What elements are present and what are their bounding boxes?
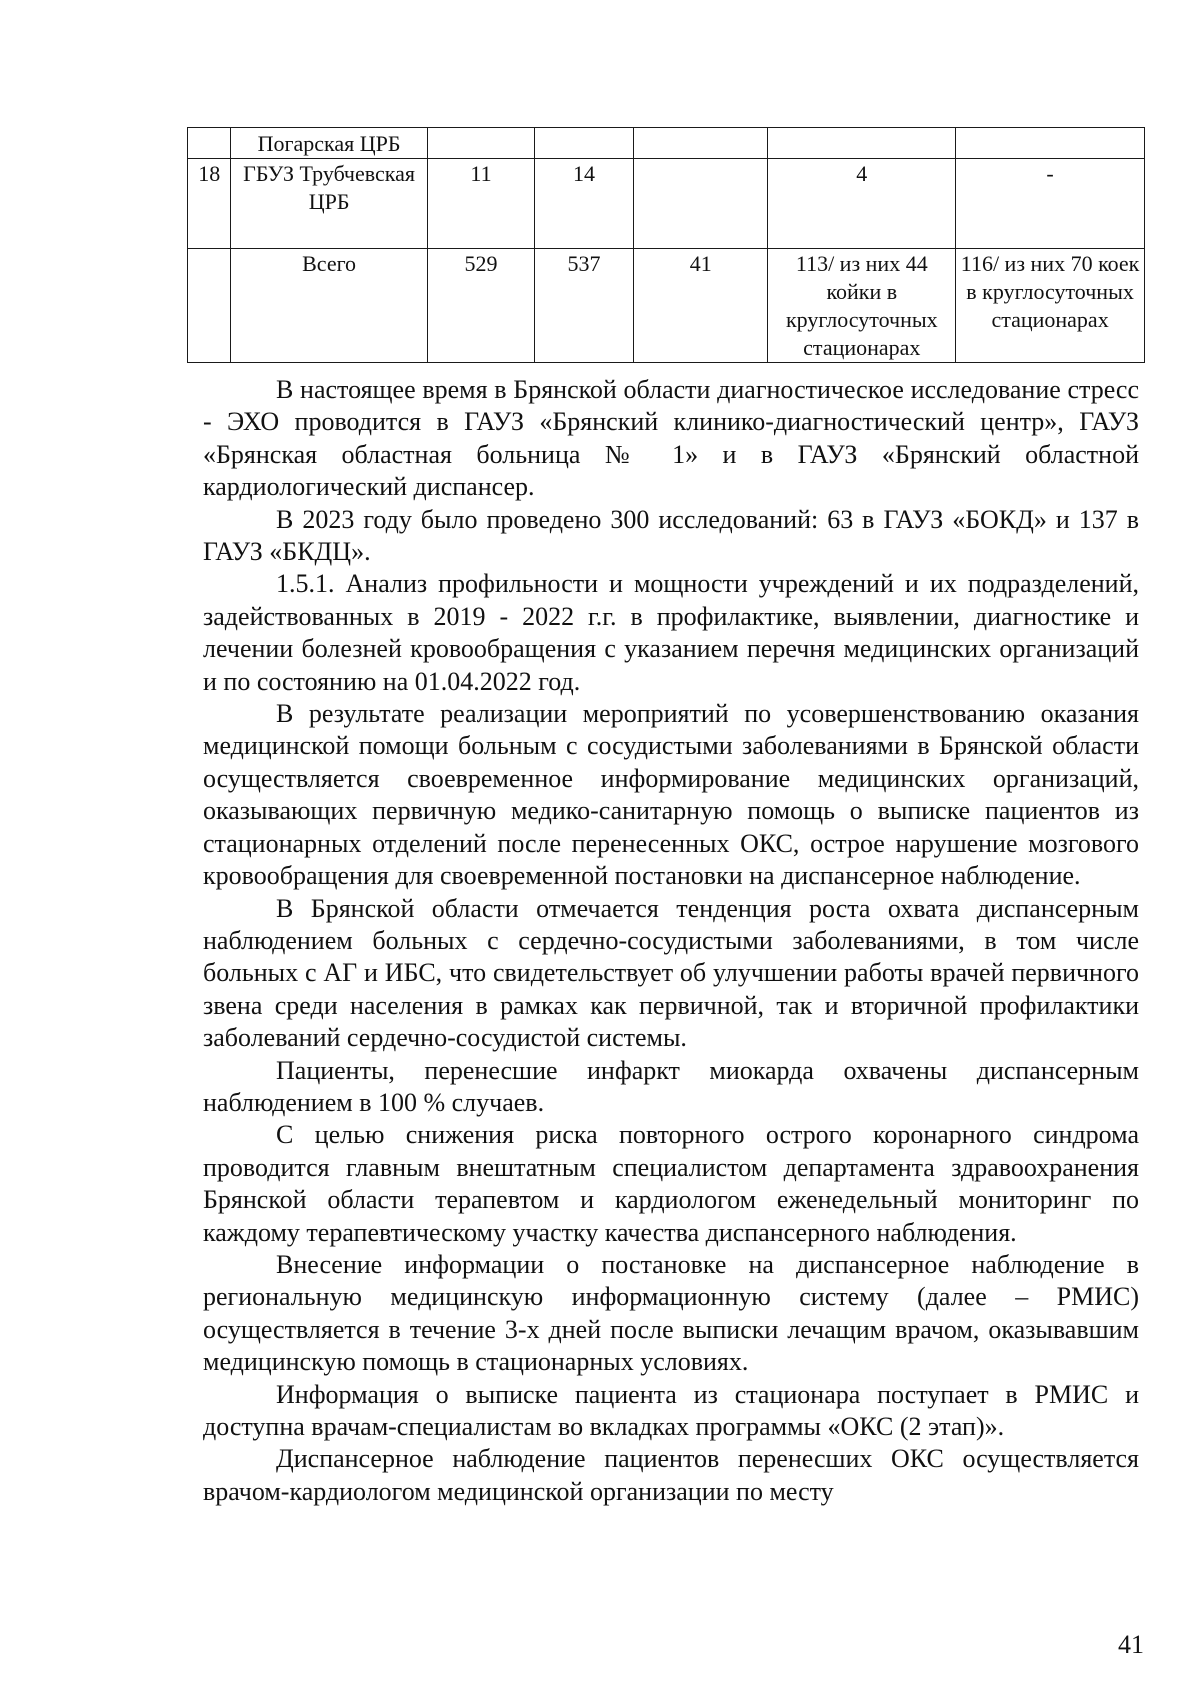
body-text <box>203 374 1139 1508</box>
table-cell <box>535 128 634 159</box>
facilities-table <box>187 127 1145 363</box>
table-cell: - <box>956 159 1145 249</box>
paragraph: В настоящее время в Брянской области диагностическое исследование стресс - ЭХО проводится в ГАУЗ «Брянский клинико-диагностический центр», ГАУЗ «Брянская областная больница № 1» и в ГАУЗ «Брянский областной кардиологический диспансер. <box>203 375 1139 502</box>
paragraph: Диспансерное наблюдение пациентов перенесших ОКС осуществляется врачом-кардиологом медицинской организации по месту <box>203 1444 1139 1506</box>
table-cell: 41 <box>633 249 768 363</box>
table-cell <box>633 128 768 159</box>
facility-name: Всего <box>231 249 427 363</box>
table-cell: 529 <box>427 249 534 363</box>
table-cell <box>768 128 956 159</box>
facility-name: Погарская ЦРБ <box>231 128 427 159</box>
paragraph: С целью снижения риска повторного острого коронарного синдрома проводится главным внештатным специалистом департамента здравоохранения Брянской области терапевтом и кардиологом еженедельный мониторинг по каждому терапевтическому участку качества диспансерного наблюдения. <box>203 1120 1139 1247</box>
table-cell: 113/ из них 44 койки в круглосуточных стационарах <box>768 249 956 363</box>
paragraph: В 2023 году было проведено 300 исследований: 63 в ГАУЗ «БОКД» и 137 в ГАУЗ «БКДЦ». <box>203 504 1139 567</box>
table-cell: 14 <box>535 159 634 249</box>
table-cell: 537 <box>535 249 634 363</box>
table-cell <box>427 128 534 159</box>
paragraph: Информация о выписке пациента из стационара поступает в РМИС и доступна врачам-специалистам во вкладках программы «ОКС (2 этап)». <box>203 1379 1139 1441</box>
paragraph: Пациенты, перенесшие инфаркт миокарда охвачены диспансерным наблюдением в 100 % случаев. <box>203 1055 1139 1117</box>
row-number: 18 <box>188 159 231 249</box>
table-cell <box>956 128 1145 159</box>
paragraph: В результате реализации мероприятий по усовершенствованию оказания медицинской помощи больным с сосудистыми заболеваниями в Брянской области осуществляется своевременное информирование медицинских организаций, оказывающих первичную медико-санитарную помощь о выписке пациентов из стационарных отделений после перенесенных ОКС, острое нарушение мозгового кровообращения для своевременной постановки на диспансерное наблюдение. <box>203 699 1139 891</box>
paragraph: В Брянской области отмечается тенденция роста охвата диспансерным наблюдением больных с сердечно-сосудистыми заболеваниями, в том числе больных с АГ и ИБС, что свидетельствует об улучшении работы врачей первичного звена среди населения в рамках как первичной, так и вторичной профилактики заболеваний сердечно-сосудистой системы. <box>203 893 1139 1053</box>
paragraph-section-heading: 1.5.1. Анализ профильности и мощности учреждений и их подразделений, задействованных в 2019 - 2022 г.г. в профилактике, выявлении, диагностике и лечении болезней кровообращения с указанием перечня медицинских организаций и по состоянию на 01.04.2022 год. <box>203 569 1139 696</box>
table-cell: 4 <box>768 159 956 249</box>
table-row <box>188 159 1145 249</box>
facility-name: ГБУЗ Трубчевская ЦРБ <box>231 159 427 249</box>
paragraph: Внесение информации о постановке на диспансерное наблюдение в региональную медицинскую информационную систему (далее – РМИС) осуществляется в течение 3-х дней после выписки лечащим врачом, оказывавшим медицинскую помощь в стационарных условиях. <box>203 1249 1139 1377</box>
table-cell: 116/ из них 70 коек в круглосуточных стационарах <box>956 249 1145 363</box>
table-row-total <box>188 249 1145 363</box>
table-cell: 11 <box>427 159 534 249</box>
table-row <box>188 128 1145 159</box>
page-number: 41 <box>1118 1630 1144 1659</box>
row-number <box>188 249 231 363</box>
table-cell <box>633 159 768 249</box>
row-number <box>188 128 231 159</box>
